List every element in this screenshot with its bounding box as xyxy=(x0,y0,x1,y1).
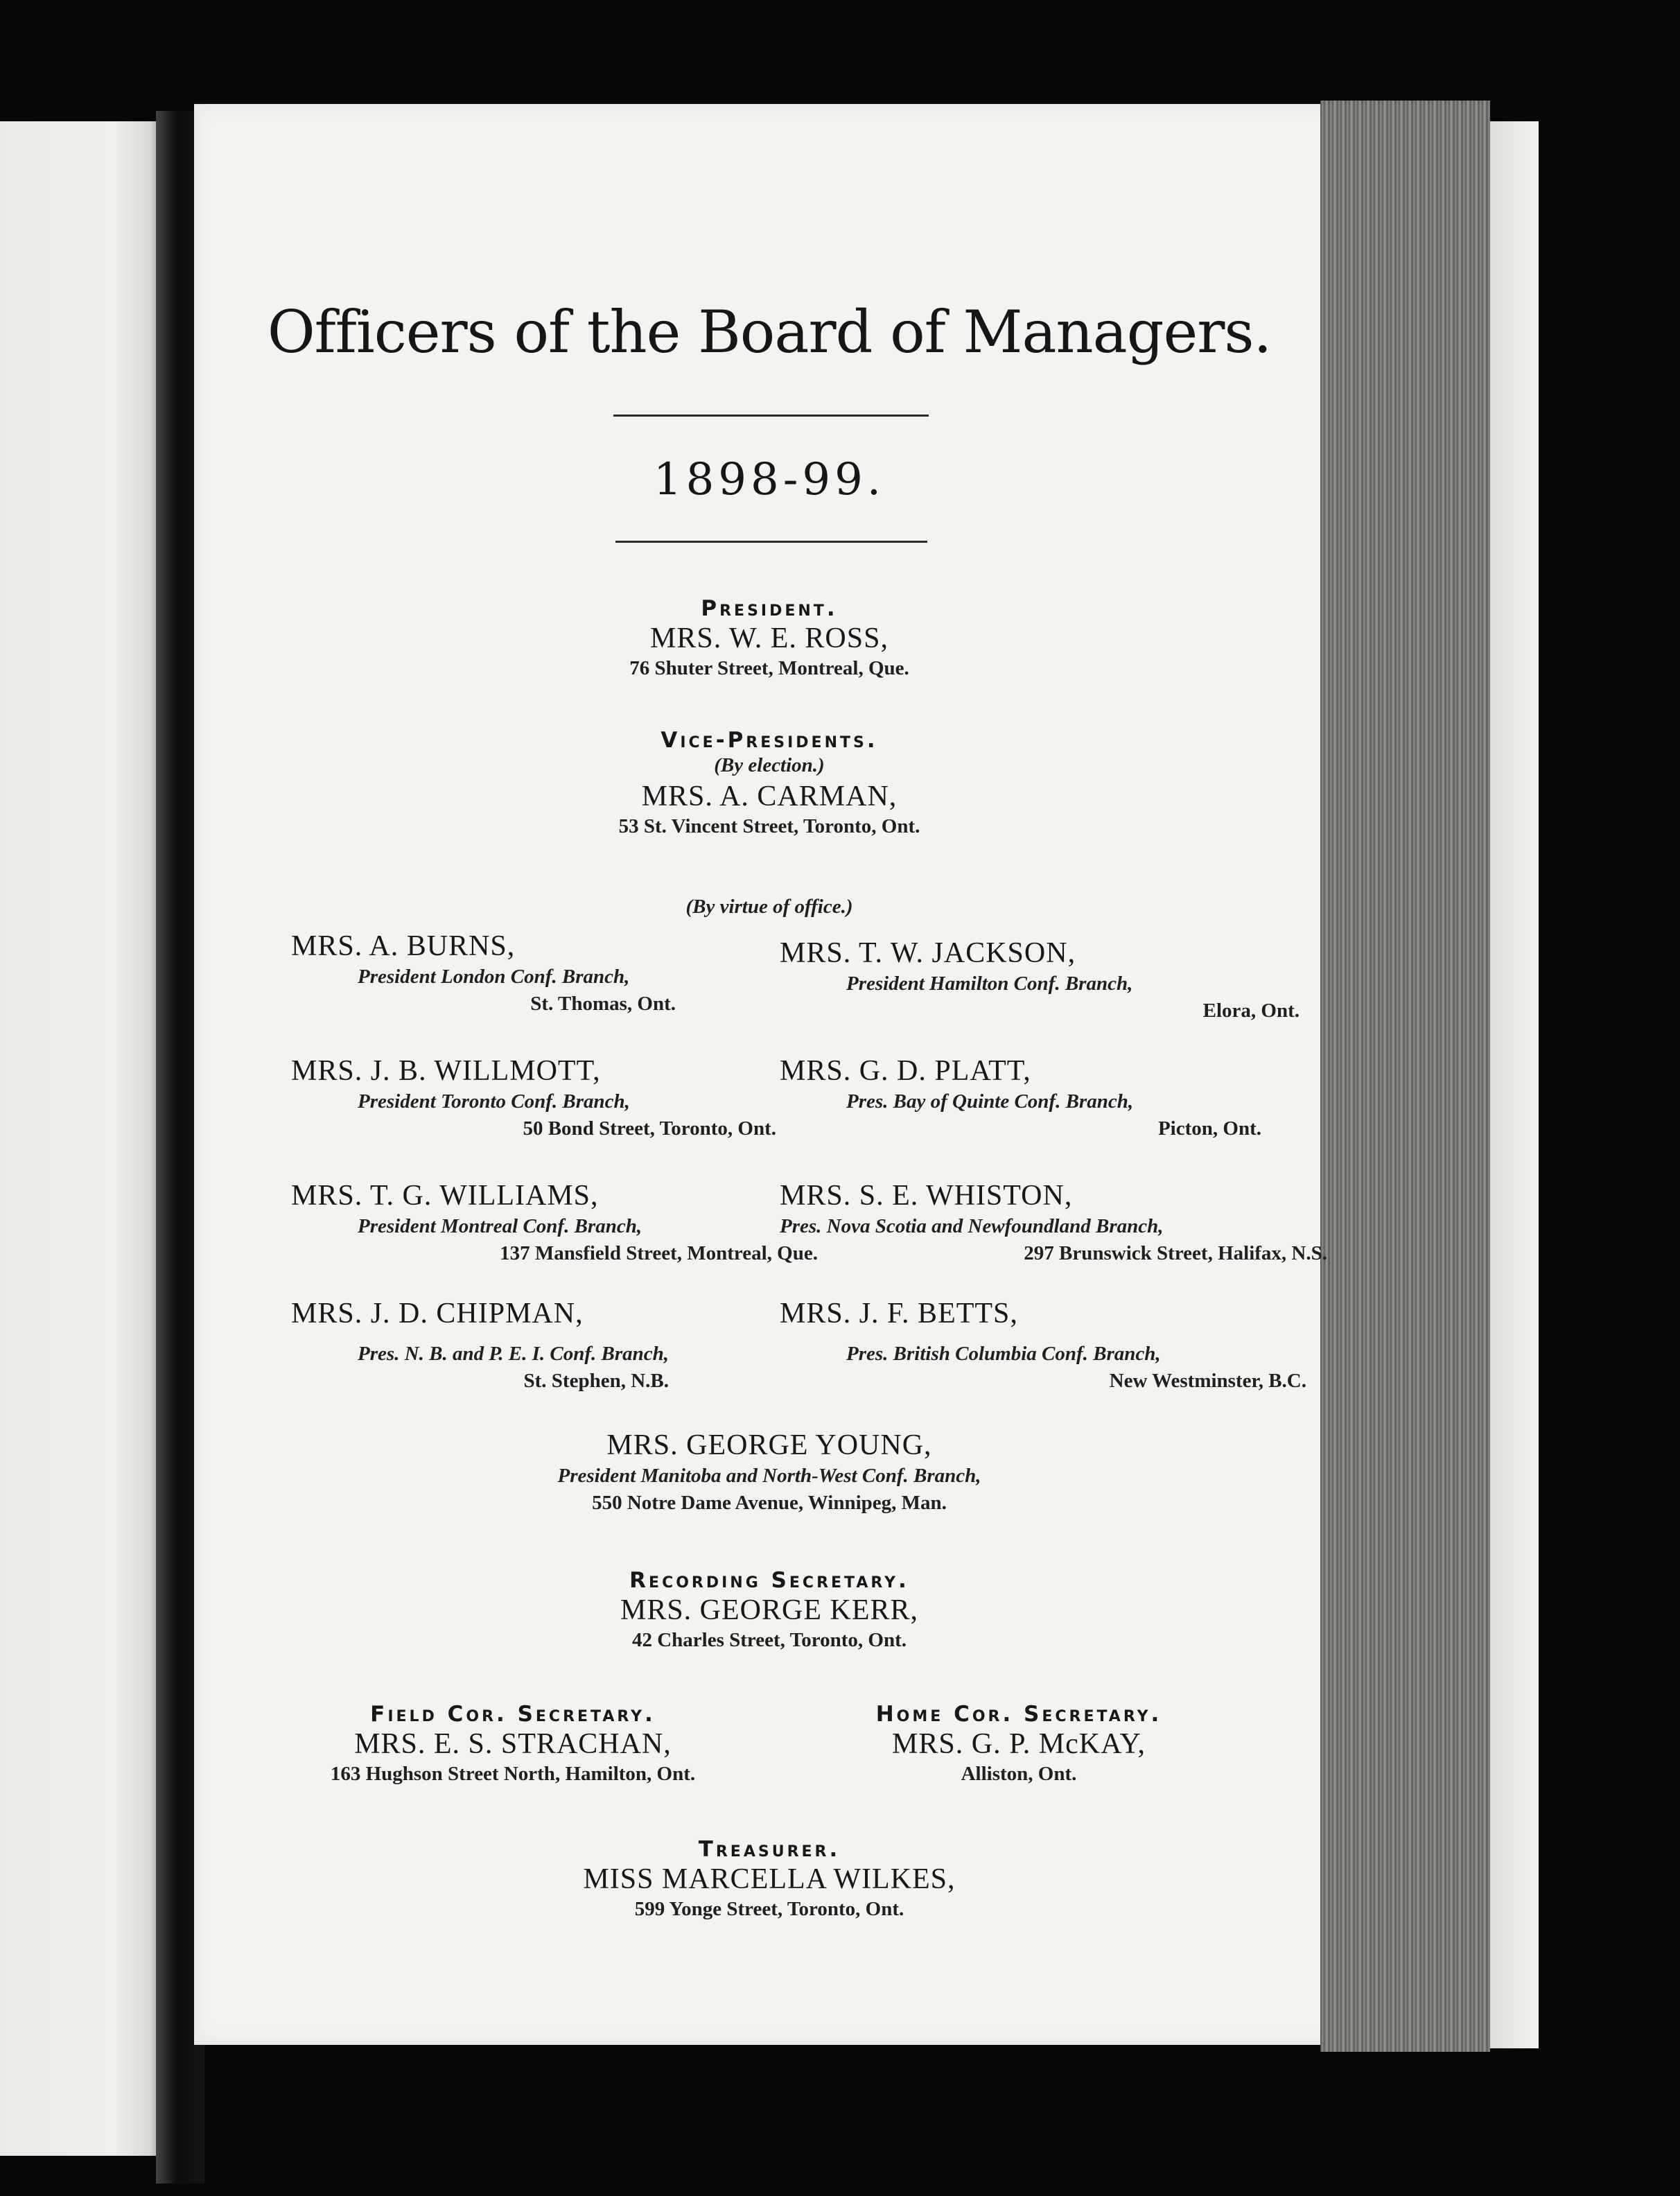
right-cover-edge xyxy=(1490,121,1539,2048)
manitoba-vp xyxy=(194,1428,1345,1516)
officer-address: 137 Mansfield Street, Montreal, Que. xyxy=(500,1241,818,1264)
home-secretary-address: Alliston, Ont. xyxy=(961,1763,1077,1786)
president-section xyxy=(194,596,1345,682)
elected-vp-name: MRS. A. CARMAN, xyxy=(641,780,898,812)
president-heading: President. xyxy=(701,596,838,621)
officer-role: President Montreal Conf. Branch, xyxy=(358,1215,642,1238)
title-rule-top xyxy=(613,415,929,417)
officer-entry xyxy=(780,1296,1306,1394)
home-secretary-section xyxy=(783,1702,1254,1788)
title-rule-bottom xyxy=(615,541,927,543)
officer-role: Pres. Nova Scotia and Newfoundland Branch, xyxy=(780,1215,1164,1238)
officer-address: 50 Bond Street, Toronto, Ont. xyxy=(523,1117,776,1140)
home-secretary-heading: Home Cor. Secretary. xyxy=(875,1702,1162,1727)
by-election-note: (By election.) xyxy=(714,754,825,776)
by-office-note: (By virtue of office.) xyxy=(685,896,853,918)
officer-entry xyxy=(780,1178,1327,1266)
officer-role: Pres. British Columbia Conf. Branch, xyxy=(846,1343,1161,1366)
officer-role: President Hamilton Conf. Branch, xyxy=(846,973,1133,995)
officer-address: New Westminster, B.C. xyxy=(1109,1369,1306,1392)
field-secretary-section xyxy=(263,1702,762,1788)
officer-role: Pres. N. B. and P. E. I. Conf. Branch, xyxy=(358,1343,670,1366)
recording-secretary-section xyxy=(194,1568,1345,1654)
treasurer-address: 599 Yonge Street, Toronto, Ont. xyxy=(634,1898,904,1921)
page-content xyxy=(194,104,1345,2045)
officer-name: MRS. A. BURNS, xyxy=(291,930,516,962)
page-edges xyxy=(1320,101,1490,2052)
home-secretary-name: MRS. G. P. McKAY, xyxy=(892,1728,1146,1760)
treasurer-name: MISS MARCELLA WILKES, xyxy=(583,1863,956,1895)
officer-address: Picton, Ont. xyxy=(1157,1117,1261,1140)
officer-role: President Manitoba and North-West Conf. Branch, xyxy=(557,1465,981,1488)
officer-name: MRS. J. F. BETTS, xyxy=(780,1298,1018,1330)
officer-name: MRS. GEORGE YOUNG, xyxy=(606,1429,932,1461)
recording-secretary-address: 42 Charles Street, Toronto, Ont. xyxy=(631,1629,907,1652)
officer-name: MRS. T. W. JACKSON, xyxy=(780,937,1076,969)
field-secretary-name: MRS. E. S. STRACHAN, xyxy=(354,1728,672,1760)
officer-entry xyxy=(291,1178,818,1266)
officer-name: MRS. J. B. WILLMOTT, xyxy=(291,1055,601,1087)
officer-address: 297 Brunswick Street, Halifax, N.S. xyxy=(1024,1241,1327,1264)
officer-address: St. Thomas, Ont. xyxy=(530,992,676,1015)
officer-role: President Toronto Conf. Branch, xyxy=(358,1090,630,1113)
year-heading: 1898-99. xyxy=(653,454,886,505)
treasurer-heading: Treasurer. xyxy=(698,1837,841,1862)
officer-entry xyxy=(291,929,818,1017)
officer-name: MRS. G. D. PLATT, xyxy=(780,1055,1031,1087)
officer-entry xyxy=(780,1054,1306,1142)
left-facing-page xyxy=(0,121,163,2156)
officer-entry xyxy=(291,1054,818,1142)
officer-role: President London Conf. Branch, xyxy=(358,966,630,988)
officer-entry xyxy=(780,936,1306,1024)
officer-name: MRS. T. G. WILLIAMS, xyxy=(291,1180,599,1212)
president-address: 76 Shuter Street, Montreal, Que. xyxy=(629,657,909,680)
vice-presidents-section xyxy=(194,728,1345,840)
officer-address: St. Stephen, N.B. xyxy=(523,1369,669,1392)
officer-name: MRS. J. D. CHIPMAN, xyxy=(291,1298,584,1330)
page-title: Officers of the Board of Managers. xyxy=(267,298,1272,366)
officer-entry xyxy=(291,1296,818,1394)
president-name: MRS. W. E. ROSS, xyxy=(650,622,889,654)
recording-secretary-heading: Recording Secretary. xyxy=(629,1568,909,1593)
officer-role: Pres. Bay of Quinte Conf. Branch, xyxy=(846,1090,1134,1113)
vice-presidents-heading: Vice-Presidents. xyxy=(660,728,878,753)
officer-name: MRS. S. E. WHISTON, xyxy=(780,1180,1073,1212)
field-secretary-address: 163 Hughson Street North, Hamilton, Ont. xyxy=(330,1763,696,1786)
treasurer-section xyxy=(194,1837,1345,1923)
recording-secretary-name: MRS. GEORGE KERR, xyxy=(620,1594,919,1626)
officer-address: 550 Notre Dame Avenue, Winnipeg, Man. xyxy=(592,1491,947,1514)
officer-address: Elora, Ont. xyxy=(1202,999,1300,1022)
elected-vp-address: 53 St. Vincent Street, Toronto, Ont. xyxy=(618,815,920,838)
field-secretary-heading: Field Cor. Secretary. xyxy=(370,1702,656,1727)
